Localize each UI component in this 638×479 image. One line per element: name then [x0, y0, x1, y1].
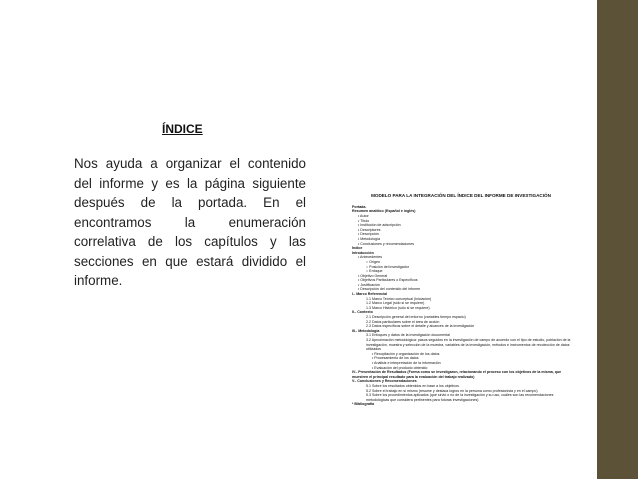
document-line: 1.2 Marco Legal (sólo si se requiere) — [366, 301, 425, 306]
document-line: • Objetivos Particulares o Específicos — [358, 278, 418, 283]
document-line: 3.1 Enfoques y datos de la investigación documental — [366, 333, 450, 338]
document-line: 3.2 Aproximación metodológica: pasos seguidos en la investigación de campo de acuerdo con el tipo de estudio, población de la investigación, muestra y selección de la muestra, variables de la investigación, métodos e instrumentos de recolección de datos utilizados — [366, 338, 571, 352]
accent-side-bar — [597, 0, 638, 479]
document-line: • Metodología — [358, 236, 381, 241]
document-line: 5.1 Sobre los resultados obtenidos en base a los objetivos — [366, 383, 459, 388]
document-line: 2.1 Descripción general del entorno (variables tiempo espacio) — [366, 315, 466, 320]
document-line: • Descripción del contenido del informe — [358, 287, 421, 292]
document-line: • Conclusiones y recomendaciones — [358, 241, 414, 246]
document-line: V.- Conclusiones y Recomendaciones — [352, 379, 417, 384]
document-line: ○ Origen — [366, 259, 380, 264]
document-line: Introducción — [352, 250, 374, 255]
document-line: • Análisis e interpretación de la información — [372, 360, 441, 365]
document-line: • Autor — [358, 213, 369, 218]
document-title: MODELO PARA LA INTEGRACIÓN DEL ÍNDICE DEL INFORME DE INVESTIGACIÓN — [371, 193, 551, 198]
document-lines — [338, 205, 584, 407]
document-line: II.- Contexto — [352, 310, 373, 315]
document-line: IV.- Presentación de Resultados (Forma como se investigaron, relacionando el proceso con los objetivos de la misma, que muestren el principal resultado para la evaluación del trabajo realizado) — [352, 370, 562, 379]
document-line: 1.3 Marco Histórico (sólo si se requiere) — [366, 305, 430, 310]
document-line: I.- Marco Referencial — [352, 292, 388, 297]
document-line: ○ Enfoque — [366, 269, 383, 274]
slide-body-text: Nos ayuda a organizar el contenido del informe y es la página siguiente después de la portada. En el encontramos la enumeración correlativa de los capítulos y las secciones en que estará dividido el informe. — [74, 156, 306, 288]
document-line: • Objetivo General — [358, 273, 388, 278]
document-line: III.- Metodología — [352, 328, 380, 333]
document-line: • Justificación — [358, 282, 380, 287]
document-line: • Descripción — [358, 232, 380, 237]
document-line: • Antecedentes — [358, 255, 383, 260]
slide-title: ÍNDICE — [162, 122, 203, 136]
document-line: 5.3 Sobre los procedimientos aplicados (qué sirvió o no de la investigación y su uso, cuáles son las recomendaciones metodológicas que considera pertinentes para futuras investigaciones) — [366, 393, 554, 402]
document-line: • Institución de adscripción — [358, 223, 401, 228]
document-line: 2.3 Datos específicos sobre el detalle y alcances de la investigación — [366, 324, 475, 329]
document-line: Resumen analítico (Español e inglés) — [352, 209, 416, 214]
document-line: 2.2 Datos particulares sobre el área de acción — [366, 319, 440, 324]
document-line: • Descriptores — [358, 227, 381, 232]
document-line: • Procesamiento de los datos — [372, 356, 419, 361]
document-line: • Recopilación y organización de los datos — [372, 351, 440, 356]
document-thumbnail — [338, 182, 584, 454]
document-line: • Título — [358, 218, 370, 223]
document-line: Índice — [352, 246, 363, 251]
document-line: • Evaluación del producto obtenido — [372, 365, 428, 370]
document-line: 1.1 Marco Teórico conceptual (Iniciación) — [366, 296, 432, 301]
document-line: Portada. — [352, 204, 367, 209]
document-line: ○ Posición del investigador — [366, 264, 409, 269]
document-line: 5.2 Sobre el trabajo en sí mismo (resume y destaca logros en la persona como profesionista y en el campo) — [366, 388, 538, 393]
document-line: * Bibliografía — [352, 402, 375, 407]
